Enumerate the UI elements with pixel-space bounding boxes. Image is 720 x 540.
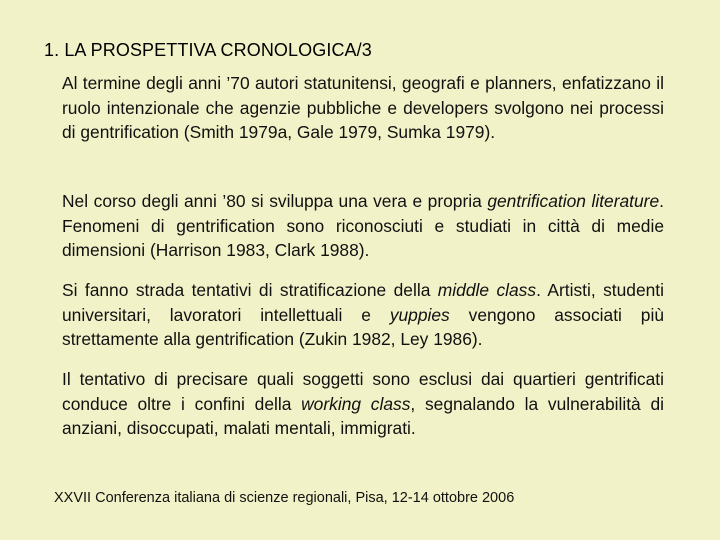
slide-footer: XXVII Conferenza italiana di scienze regionali, Pisa, 12-14 ottobre 2006 [54, 490, 515, 506]
paragraph-2-text-before: Nel corso degli anni ’80 si sviluppa una vera e propria [62, 191, 488, 211]
paragraph-2-text-after: . Fenomeni di gentrification sono riconosciuti e studiati in città di medie dimensioni (Harrison 1983, Clark 1988). [62, 191, 664, 260]
paragraph-2-italic: gentrification literature [487, 191, 660, 211]
paragraph-3-text-middle: . Artisti, studenti universitari, lavoratori intellettuali e [62, 280, 665, 325]
paragraph-4 [62, 367, 664, 441]
paragraph-3-text-before: Si fanno strada tentativi di stratificazione della [62, 280, 438, 300]
paragraph-4-text-after: , segnalando la vulnerabilità di anziani, disoccupati, malati mentali, immigrati. [62, 393, 664, 438]
paragraph-3-text-after: vengono associati più strettamente alla gentrification (Zukin 1982, Ley 1986). [62, 304, 664, 349]
paragraph-3-italic-2: yuppies [389, 304, 450, 325]
paragraph-3 [62, 278, 664, 352]
slide-title: 1. LA PROSPETTIVA CRONOLOGICA/3 [44, 40, 372, 60]
paragraph-2 [62, 189, 664, 263]
paragraph-4-text-before: Il tentativo di precisare quali soggetti sono esclusi dai quartieri gentrificati conduce oltre i confini della [62, 369, 664, 414]
paragraph-3-italic-1: middle class [437, 280, 537, 300]
paragraph-4-italic: working class [301, 393, 411, 414]
paragraph-1-text: Al termine degli anni ’70 autori statunitensi, geografi e planners, enfatizzano il ruolo intenzionale che agenzie pubbliche e developers svolgono nei processi di gentrification (Smith 1979a, Gale 1979, Sumka 1979). [62, 73, 664, 142]
paragraph-1 [62, 71, 664, 145]
